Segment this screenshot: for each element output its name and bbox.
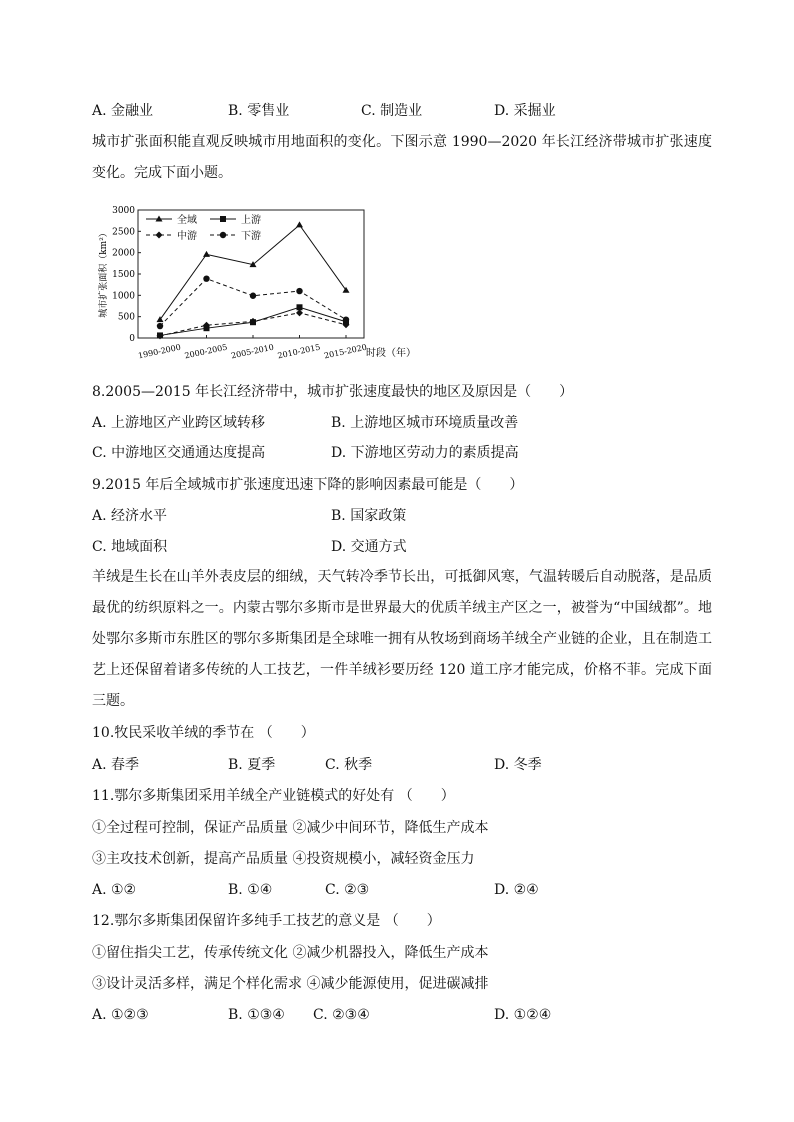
q11-option-d: D. ②④ [494, 882, 539, 898]
q11-stem: 11.鄂尔多斯集团采用羊绒全产业链模式的好处有 （ ） [92, 788, 455, 804]
q12-statements-1: ①留住指尖工艺，传承传统文化 ②减少机器投入，降低生产成本 [92, 945, 489, 961]
intro-paragraph-10-12: 羊绒是生长在山羊外表皮层的细绒，天气转冷季节长出，可抵御风寒，气温转暖后自动脱落，是品质最优的纺织原料之一。内蒙古鄂尔多斯市是世界最大的优质羊绒主产区之一，被誉为“中国绒都”。地处鄂尔多斯市东胜区的鄂尔多斯集团是全球唯一拥有从牧场到商场羊绒全产业链的企业，且在制造工艺上还保留着诸多传统的人工技艺，一件羊绒衫要历经 120 道工序才能完成，价格不菲。完成下面三题。 [92, 569, 712, 709]
q11-statements-1: ①全过程可控制，保证产品质量 ②减少中间环节，降低生产成本 [92, 820, 489, 836]
y-tick-label: 2000 [112, 248, 135, 259]
q12-stem: 12.鄂尔多斯集团保留许多纯手工技艺的意义是 （ ） [92, 913, 441, 929]
q9-option-c: C. 地域面积 [92, 539, 168, 555]
q12-option-b: B. ①③④ [228, 1007, 285, 1023]
legend-label: 中游 [177, 231, 197, 242]
q9-stem: 9.2015 年后全域城市扩张速度迅速下降的影响因素最可能是（ ） [92, 477, 524, 493]
x-tick-label: 2010-2015 [276, 342, 322, 361]
urban-expansion-chart [92, 198, 422, 368]
data-point [296, 309, 303, 316]
y-tick-label: 500 [117, 312, 135, 323]
data-point [203, 275, 209, 281]
legend-label: 全域 [177, 215, 197, 226]
data-point [203, 251, 210, 257]
q8-option-c: C. 中游地区交通通达度提高 [92, 445, 266, 461]
y-tick-label: 0 [129, 334, 135, 344]
data-point [343, 316, 349, 322]
q10-stem: 10.牧民采收羊绒的季节在 （ ） [92, 725, 315, 741]
y-tick-label: 1500 [112, 270, 135, 280]
q11-statements-2: ③主攻技术创新，提高产品质量 ④投资规模小，减轻资金压力 [92, 851, 475, 867]
q11-option-c: C. ②③ [325, 882, 370, 898]
q12-statements-2: ③设计灵活多样，满足个样化需求 ④减少能源使用，促进碳减排 [92, 976, 489, 992]
y-tick-label: 1000 [112, 291, 135, 302]
x-tick-label: 2015-2020 [323, 342, 368, 361]
q12-option-d: D. ①②④ [494, 1007, 552, 1023]
q12-option-c: C. ②③④ [313, 1007, 370, 1023]
q10-option-d: D. 冬季 [494, 757, 542, 773]
intro-paragraph-8-9: 城市扩张面积能直观反映城市用地面积的变化。下图示意 1990—2020 年长江经济带城市扩张速度变化。完成下面小题。 [92, 134, 712, 181]
legend-marker [220, 232, 226, 238]
legend-marker [220, 216, 226, 222]
q8-option-d: D. 下游地区劳动力的素质提高 [331, 445, 519, 461]
legend-marker [156, 232, 163, 239]
y-tick-label: 2500 [112, 227, 135, 238]
q11-option-b: B. ①④ [228, 882, 273, 898]
q9-option-a: A. 经济水平 [92, 508, 168, 524]
x-tick-label: 1990-2000 [137, 342, 182, 361]
q9-option-d: D. 交通方式 [331, 539, 407, 555]
q10-option-b: B. 夏季 [228, 757, 276, 773]
q7-option-b: B. 零售业 [228, 103, 290, 119]
q9-option-b: B. 国家政策 [331, 508, 407, 524]
chart-plot-frame [138, 210, 364, 338]
q8-option-a: A. 上游地区产业跨区域转移 [92, 415, 266, 431]
q7-option-c: C. 制造业 [361, 103, 423, 119]
x-tick-label: 2005-2010 [230, 342, 275, 361]
q11-option-a: A. ①② [92, 882, 137, 898]
q10-option-a: A. 春季 [92, 757, 140, 773]
q12-option-a: A. ①②③ [92, 1007, 149, 1023]
chart-x-axis-label: 时段（年） [366, 348, 416, 359]
legend-label: 上游 [241, 215, 261, 226]
data-point [296, 221, 303, 227]
chart-y-axis-label: 城市扩张面积（km²） [99, 228, 109, 318]
q8-option-b: B. 上游地区城市环境质量改善 [331, 415, 519, 431]
q8-stem: 8.2005—2015 年长江经济带中，城市扩张速度最快的地区及原因是（ ） [92, 384, 574, 400]
data-point [296, 288, 302, 294]
data-point [157, 323, 163, 329]
q10-option-c: C. 秋季 [325, 757, 373, 773]
q7-option-a: A. 金融业 [92, 103, 154, 119]
x-tick-label: 2000-2005 [183, 342, 229, 361]
y-tick-label: 3000 [112, 206, 135, 216]
legend-label: 下游 [241, 231, 261, 242]
q7-option-d: D. 采掘业 [494, 103, 556, 119]
data-point [250, 293, 256, 299]
